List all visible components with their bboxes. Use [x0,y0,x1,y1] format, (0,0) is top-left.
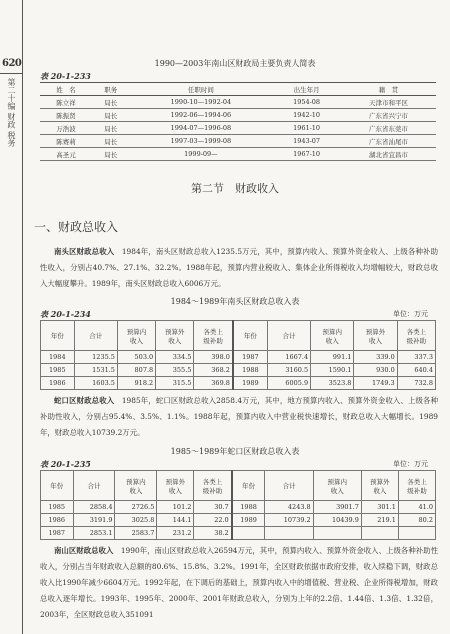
table-cell: 广东省东莞市 [341,122,436,135]
column-header: 预算外 收入 [361,471,398,501]
margin-bar [0,0,23,634]
table-cell: 陈立祥 [40,96,92,109]
table-cell: 1986 [41,377,75,390]
table-cell: 1990-10—1992-04 [130,96,273,109]
table-cell: 144.1 [157,514,194,527]
table-cell: 339.0 [354,351,397,364]
column-header: 年份 [41,471,74,501]
table-cell: 2583.7 [115,527,157,540]
table-row [40,135,436,148]
table3-number: 表 20-1-235 [40,459,91,469]
table-cell: 1590.1 [311,364,354,377]
table-cell: 1994-07—1996-08 [130,122,273,135]
table-row [41,377,436,390]
column-header: 各类上 级补助 [194,471,232,501]
table-cell: 3901.7 [313,501,361,514]
column-header: 预算外 收入 [354,321,397,351]
column-header: 各类上 级补助 [194,321,233,351]
paragraph-text: 1990年，南山区财政总收入26594万元，其中，预算内收入、预算外资金收入、上级各种补助性收入，分别占当年财政收入总额的80.6%、15.8%、3.2%。1991年，全区财政依据市政府安排，收入续稳下调，财政总收入比1990年减少6604万元。1992年起，在下调后的基础上，预算内收入中的增值税、营业税、企业所得税增加，财政总收入逐年增长。1993年、1995年、2000年、2001年财政总收入，分别为上年的2.2倍、1.44倍、1.3倍、1.32倍，2003年，全区财政总收入351091 [40,546,438,619]
table-cell: 陈赛莉 [40,135,92,148]
table-cell: 2858.4 [73,501,115,514]
table-cell: 高圣元 [40,148,92,161]
table-row [41,514,436,527]
table-cell: 1989 [233,377,267,390]
lead-term: 南山区财政总收入 [54,546,114,555]
column-header: 任职时间 [130,83,273,96]
table-cell: 101.2 [157,501,194,514]
table-cell: 807.8 [117,364,155,377]
table-cell: 80.2 [398,514,435,527]
column-header: 姓 名 [40,83,92,96]
table-cell: 1984 [41,351,75,364]
column-header: 各类上 级补助 [397,321,435,351]
table-cell: 1667.4 [267,351,310,364]
table-cell: 1954-08 [272,96,341,109]
table-cell: 1749.3 [354,377,397,390]
column-header: 预算内 收入 [313,471,361,501]
table-cell: 30.7 [194,501,232,514]
table-cell: 10739.2 [265,514,313,527]
table-cell: 1989 [232,514,265,527]
column-header: 年份 [232,471,265,501]
table-cell: 局长 [92,122,130,135]
table-cell: 1985 [41,364,75,377]
table-cell [232,527,265,540]
table-cell: 2726.5 [115,501,157,514]
table-cell: 1999-09— [130,148,273,161]
table-cell: 局长 [92,148,130,161]
table-cell: 3025.8 [115,514,157,527]
column-header: 合计 [74,321,117,351]
lead-term: 蛇口区财政总收入 [54,396,115,405]
table-cell: 2853.1 [73,527,115,540]
page-number: 620 [2,58,22,69]
column-header: 预算外 收入 [157,471,194,501]
column-header: 合计 [265,471,313,501]
table-cell [265,527,313,540]
table2-number: 表 20-1-234 [40,309,91,319]
table-cell: 1986 [41,514,74,527]
table-cell: 湖北省宜昌市 [341,148,436,161]
table-cell: 301.1 [361,501,398,514]
chapter-label: 第二十编 财政 税务 [7,78,16,148]
table-cell: 1531.5 [74,364,117,377]
table-cell: 219.1 [361,514,398,527]
table3-title: 1985～1989年蛇口区财政总收入表 [170,447,300,456]
paragraph-text: 1984年，南头区财政总收入1235.5万元，其中，预算内收入、预算外资金收入、上级各种补助性收入，分别占40.7%、27.1%、32.2%。1988年起，预算内营业税收入、集体企业所得税收入均增幅较大，财政总收入大幅度攀升。1989年，南头区财政总收入6006万元。 [40,247,438,288]
lead-term: 南头区财政总收入 [54,247,115,256]
table1-title: 1990—2003年南山区财政局主要负责人简表 [154,59,316,68]
table-cell: 368.2 [194,364,233,377]
table-cell: 1997-03—1999-08 [130,135,273,148]
table-cell: 1967-10 [272,148,341,161]
table-cell: 38.2 [194,527,232,540]
column-header: 合计 [267,321,310,351]
column-header: 合计 [73,471,115,501]
table-cell: 1988 [233,364,267,377]
table-cell: 1943-07 [272,135,341,148]
column-header: 年份 [233,321,267,351]
table-cell: 640.4 [397,364,435,377]
table-row [40,109,436,122]
table-row [40,96,436,109]
table-cell: 918.2 [117,377,155,390]
leaders-table [40,82,436,161]
table-cell: 930.0 [354,364,397,377]
table-cell: 1235.5 [74,351,117,364]
table-cell: 3523.8 [311,377,354,390]
table-cell: 231.2 [157,527,194,540]
nantou-revenue-table [40,320,436,390]
table-cell: 局长 [92,96,130,109]
table-cell [313,527,361,540]
table-cell: 369.8 [194,377,233,390]
column-header: 出生年月 [272,83,341,96]
column-header: 预算内 收入 [115,471,157,501]
table-cell: 1988 [232,501,265,514]
table1-number: 表 20-1-233 [40,71,91,81]
table-cell: 天津市和平区 [341,96,436,109]
table-cell: 1987 [233,351,267,364]
table-cell: 1985 [41,501,74,514]
table-cell: 41.0 [398,501,435,514]
table-row [41,364,436,377]
table-cell: 503.0 [117,351,155,364]
table-row [41,351,436,364]
table-cell: 4243.8 [265,501,313,514]
table-cell: 1961-10 [272,122,341,135]
table-row [40,122,436,135]
table3-unit: 单位：万元 [393,460,428,468]
table-cell: 广东省汕尾市 [341,135,436,148]
table-row [41,527,436,540]
section-heading: 第二节 财政收入 [191,182,279,195]
column-header: 预算内 收入 [311,321,354,351]
table-cell: 10439.9 [313,514,361,527]
table-cell: 万浩波 [40,122,92,135]
table-cell: 315.5 [156,377,194,390]
table-cell: 1992-06—1994-06 [130,109,273,122]
table-cell: 337.3 [397,351,435,364]
table-cell: 局长 [92,109,130,122]
table-cell: 陈振贤 [40,109,92,122]
table-cell: 355.5 [156,364,194,377]
paragraph-nantou [40,244,438,292]
table2-unit: 单位：万元 [393,310,428,318]
divider [0,73,22,74]
table-cell: 1942-10 [272,109,341,122]
paragraph-text: 1985年，蛇口区财政总收入2858.4万元，其中，地方预算内收入、预算外资金收入、上级各种补助性收入，分别占95.4%、3.5%、1.1%。1988年起，预算内收入中营业税快速增长，财政总收入大幅增长。1989年，财政总收入10739.2万元。 [40,396,438,437]
paragraph-shekou [40,393,438,441]
table-cell: 398.0 [194,351,233,364]
table-cell: 732.8 [397,377,435,390]
column-header: 籍 贯 [341,83,436,96]
table-cell: 广东省兴宁市 [341,109,436,122]
column-header: 预算内 收入 [117,321,155,351]
column-header: 年份 [41,321,75,351]
column-header: 各类上 级补助 [398,471,435,501]
table-cell: 局长 [92,135,130,148]
shekou-revenue-table [40,470,436,540]
table-cell: 334.5 [156,351,194,364]
column-header: 预算外 收入 [156,321,194,351]
table-row [41,501,436,514]
table2-title: 1984～1989年南头区财政总收入表 [170,297,300,306]
table-cell: 1987 [41,527,74,540]
table-cell: 991.1 [311,351,354,364]
table-cell: 1603.5 [74,377,117,390]
paragraph-nanshan [40,543,438,623]
subsection-heading: 一、财政总收入 [34,220,119,234]
table-cell [398,527,435,540]
table-cell: 3191.9 [73,514,115,527]
table-cell: 3160.5 [267,364,310,377]
table-cell: 22.0 [194,514,232,527]
table-cell: 6005.9 [267,377,310,390]
table-row [40,148,436,161]
column-header: 职务 [92,83,130,96]
table-cell [361,527,398,540]
